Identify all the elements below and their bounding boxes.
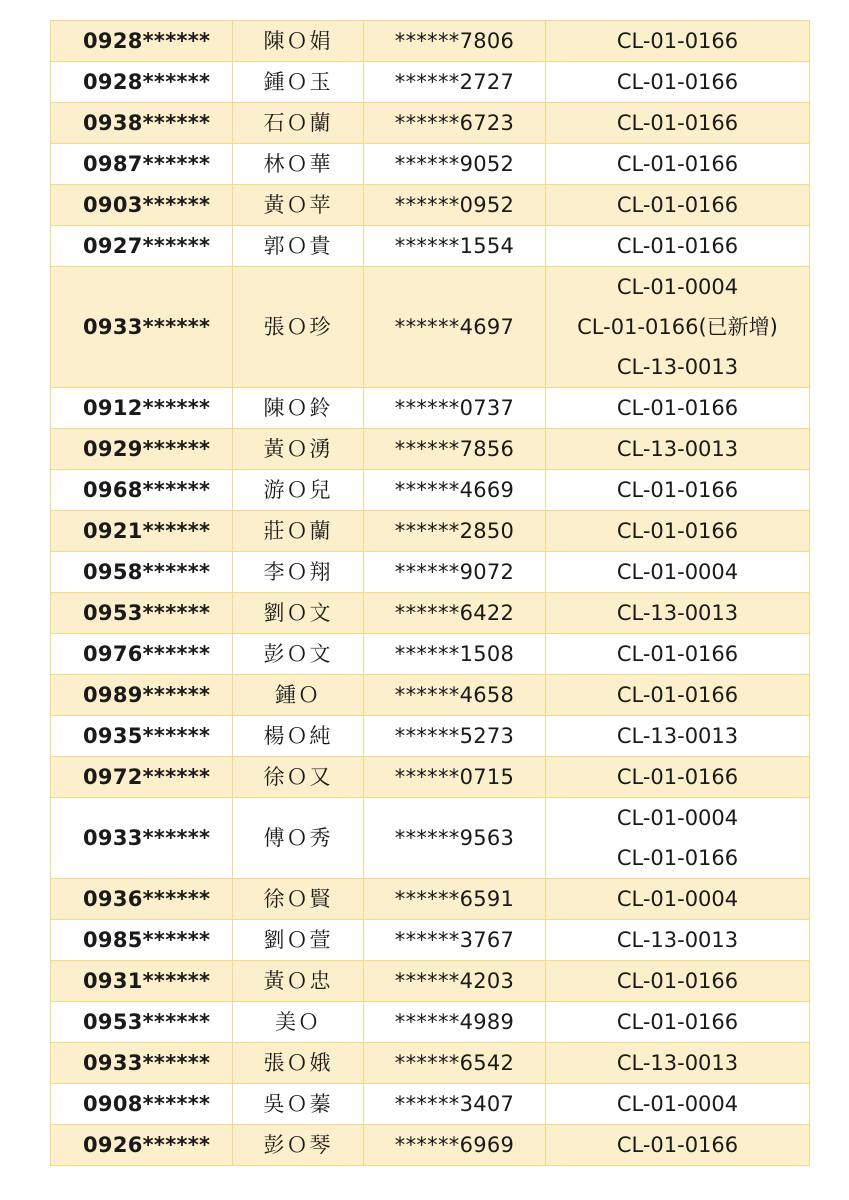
name-cell: 陳Ｏ娟 <box>233 21 364 62</box>
phone-cell: 0989****** <box>51 675 233 716</box>
phone-cell: 0903****** <box>51 185 233 226</box>
phone-cell: 0953****** <box>51 1002 233 1043</box>
table-row <box>51 634 810 675</box>
table-row <box>51 675 810 716</box>
course-code: CL-13-0013 <box>616 601 739 625</box>
code-cell <box>546 552 810 593</box>
id-cell: ******3767 <box>364 920 546 961</box>
name-cell: 鍾Ｏ <box>233 675 364 716</box>
phone-cell: 0987****** <box>51 144 233 185</box>
id-cell: ******4989 <box>364 1002 546 1043</box>
phone-cell: 0985****** <box>51 920 233 961</box>
name-cell: 鍾Ｏ玉 <box>233 62 364 103</box>
id-cell: ******7806 <box>364 21 546 62</box>
id-cell: ******6591 <box>364 879 546 920</box>
id-cell: ******2850 <box>364 511 546 552</box>
course-code: CL-01-0166 <box>616 70 739 94</box>
id-cell: ******6422 <box>364 593 546 634</box>
table-row <box>51 1043 810 1084</box>
id-cell: ******6969 <box>364 1125 546 1166</box>
phone-cell: 0912****** <box>51 388 233 429</box>
table-row <box>51 470 810 511</box>
phone-cell: 0936****** <box>51 879 233 920</box>
code-cell <box>546 1084 810 1125</box>
course-code: CL-01-0166 <box>616 969 739 993</box>
table-row <box>51 716 810 757</box>
id-cell: ******2727 <box>364 62 546 103</box>
course-code: CL-01-0166 <box>616 193 739 217</box>
table-row <box>51 879 810 920</box>
table-row <box>51 103 810 144</box>
table-row <box>51 267 810 388</box>
course-code: CL-01-0004 <box>616 806 739 830</box>
name-cell: 吳Ｏ蓁 <box>233 1084 364 1125</box>
name-cell: 徐Ｏ又 <box>233 757 364 798</box>
name-cell: 傅Ｏ秀 <box>233 798 364 879</box>
phone-cell: 0976****** <box>51 634 233 675</box>
course-code: CL-01-0166 <box>616 478 739 502</box>
course-code: CL-01-0166 <box>616 765 739 789</box>
phone-cell: 0933****** <box>51 1043 233 1084</box>
id-cell: ******4669 <box>364 470 546 511</box>
name-cell: 劉Ｏ文 <box>233 593 364 634</box>
course-code: CL-01-0166 <box>616 111 739 135</box>
code-cell <box>546 1125 810 1166</box>
id-cell: ******1508 <box>364 634 546 675</box>
course-code: CL-01-0166 <box>616 234 739 258</box>
code-cell <box>546 757 810 798</box>
code-cell <box>546 920 810 961</box>
code-cell <box>546 226 810 267</box>
table-row <box>51 21 810 62</box>
table-row <box>51 798 810 879</box>
code-cell <box>546 879 810 920</box>
id-cell: ******9563 <box>364 798 546 879</box>
course-code: CL-13-0013 <box>616 355 739 379</box>
phone-cell: 0935****** <box>51 716 233 757</box>
course-code: CL-01-0166 <box>616 846 739 870</box>
id-cell: ******4697 <box>364 267 546 388</box>
name-cell: 彭Ｏ琴 <box>233 1125 364 1166</box>
phone-cell: 0972****** <box>51 757 233 798</box>
phone-cell: 0929****** <box>51 429 233 470</box>
course-code: CL-01-0166 <box>616 642 739 666</box>
phone-cell: 0953****** <box>51 593 233 634</box>
name-cell: 美Ｏ <box>233 1002 364 1043</box>
code-cell <box>546 798 810 879</box>
phone-cell: 0931****** <box>51 961 233 1002</box>
id-cell: ******4658 <box>364 675 546 716</box>
table-row <box>51 144 810 185</box>
id-cell: ******0952 <box>364 185 546 226</box>
name-cell: 莊Ｏ蘭 <box>233 511 364 552</box>
id-cell: ******9072 <box>364 552 546 593</box>
table-row <box>51 552 810 593</box>
course-code: CL-01-0004 <box>616 1092 739 1116</box>
id-cell: ******6723 <box>364 103 546 144</box>
code-cell <box>546 429 810 470</box>
course-code: CL-01-0166 <box>616 683 739 707</box>
phone-cell: 0933****** <box>51 798 233 879</box>
phone-cell: 0938****** <box>51 103 233 144</box>
name-cell: 陳Ｏ鈴 <box>233 388 364 429</box>
phone-cell: 0926****** <box>51 1125 233 1166</box>
id-cell: ******5273 <box>364 716 546 757</box>
course-code: CL-01-0166 <box>616 1133 739 1157</box>
id-cell: ******0715 <box>364 757 546 798</box>
name-cell: 黃Ｏ湧 <box>233 429 364 470</box>
phone-cell: 0968****** <box>51 470 233 511</box>
table-row <box>51 1125 810 1166</box>
name-cell: 楊Ｏ純 <box>233 716 364 757</box>
course-code: CL-01-0166 <box>616 29 739 53</box>
name-cell: 張Ｏ娥 <box>233 1043 364 1084</box>
name-cell: 林Ｏ華 <box>233 144 364 185</box>
id-cell: ******6542 <box>364 1043 546 1084</box>
name-cell: 石Ｏ蘭 <box>233 103 364 144</box>
code-cell <box>546 144 810 185</box>
phone-cell: 0928****** <box>51 21 233 62</box>
phone-cell: 0921****** <box>51 511 233 552</box>
phone-cell: 0933****** <box>51 267 233 388</box>
name-cell: 張Ｏ珍 <box>233 267 364 388</box>
table-row <box>51 961 810 1002</box>
phone-cell: 0928****** <box>51 62 233 103</box>
table-row <box>51 388 810 429</box>
name-cell: 游Ｏ兒 <box>233 470 364 511</box>
phone-cell: 0958****** <box>51 552 233 593</box>
table-row <box>51 757 810 798</box>
id-cell: ******3407 <box>364 1084 546 1125</box>
table-row <box>51 593 810 634</box>
roster-body <box>51 21 810 1166</box>
table-row <box>51 62 810 103</box>
code-cell <box>546 103 810 144</box>
name-cell: 郭Ｏ貴 <box>233 226 364 267</box>
name-cell: 徐Ｏ賢 <box>233 879 364 920</box>
course-code: CL-13-0013 <box>616 724 739 748</box>
table-row <box>51 226 810 267</box>
code-cell <box>546 593 810 634</box>
code-cell <box>546 511 810 552</box>
course-code: CL-01-0166(已新增) <box>577 315 778 339</box>
id-cell: ******9052 <box>364 144 546 185</box>
table-row <box>51 429 810 470</box>
id-cell: ******0737 <box>364 388 546 429</box>
roster-sheet <box>50 20 809 1166</box>
phone-cell: 0908****** <box>51 1084 233 1125</box>
code-cell <box>546 675 810 716</box>
code-cell <box>546 21 810 62</box>
course-code: CL-01-0166 <box>616 152 739 176</box>
course-code: CL-13-0013 <box>616 1051 739 1075</box>
name-cell: 劉Ｏ萱 <box>233 920 364 961</box>
course-code: CL-01-0004 <box>616 275 739 299</box>
course-code: CL-01-0004 <box>616 887 739 911</box>
code-cell <box>546 961 810 1002</box>
id-cell: ******7856 <box>364 429 546 470</box>
code-cell <box>546 185 810 226</box>
course-code: CL-13-0013 <box>616 437 739 461</box>
table-row <box>51 1084 810 1125</box>
code-cell <box>546 470 810 511</box>
code-cell <box>546 1043 810 1084</box>
course-code: CL-13-0013 <box>616 928 739 952</box>
phone-cell: 0927****** <box>51 226 233 267</box>
course-code: CL-01-0004 <box>616 560 739 584</box>
table-row <box>51 920 810 961</box>
code-cell <box>546 1002 810 1043</box>
table-row <box>51 185 810 226</box>
course-code: CL-01-0166 <box>616 519 739 543</box>
code-cell <box>546 634 810 675</box>
name-cell: 李Ｏ翔 <box>233 552 364 593</box>
roster-table <box>50 20 810 1166</box>
name-cell: 黃Ｏ苹 <box>233 185 364 226</box>
id-cell: ******1554 <box>364 226 546 267</box>
name-cell: 黃Ｏ忠 <box>233 961 364 1002</box>
course-code: CL-01-0166 <box>616 1010 739 1034</box>
table-row <box>51 511 810 552</box>
id-cell: ******4203 <box>364 961 546 1002</box>
name-cell: 彭Ｏ文 <box>233 634 364 675</box>
table-row <box>51 1002 810 1043</box>
code-cell <box>546 267 810 388</box>
course-code: CL-01-0166 <box>616 396 739 420</box>
code-cell <box>546 62 810 103</box>
code-cell <box>546 388 810 429</box>
code-cell <box>546 716 810 757</box>
